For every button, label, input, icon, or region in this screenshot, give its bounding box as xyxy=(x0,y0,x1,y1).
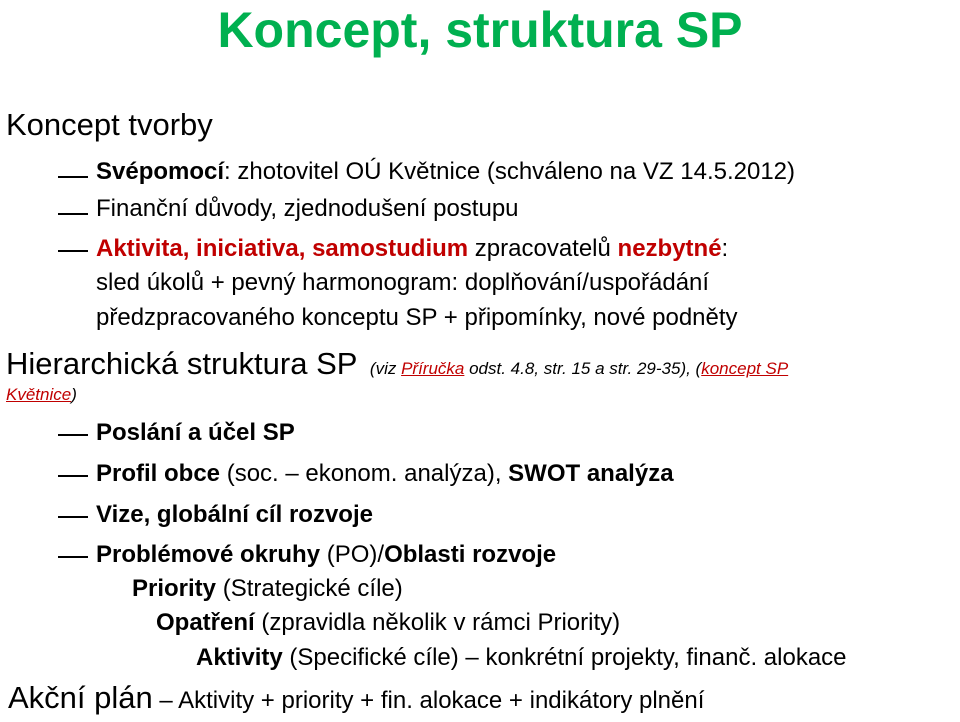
sub-item-priority: Priority (Strategické cíle) xyxy=(132,575,403,602)
list-item-profil: Profil obce (soc. – ekonom. analýza), SWOT analýza xyxy=(96,460,674,487)
list-item-poslani: Poslání a účel SP xyxy=(96,419,295,446)
bullet-dash xyxy=(58,516,88,518)
list-item-aktivita-line2: sled úkolů + pevný harmonogram: doplňování/uspořádání xyxy=(96,269,710,296)
link-kvetnice[interactable]: Květnice xyxy=(6,385,72,404)
list-item-vize: Vize, globální cíl rozvoje xyxy=(96,501,373,528)
list-item-svepomoci: Svépomocí: zhotovitel OÚ Květnice (schváleno na VZ 14.5.2012) xyxy=(96,158,796,185)
list-item-financni: Finanční důvody, zjednodušení postupu xyxy=(96,195,519,222)
reference-note: (viz Příručka odst. 4.8, str. 15 a str. 29-35), (koncept SP xyxy=(369,359,789,378)
section-heading-hierarchie: Hierarchická struktura SP xyxy=(6,346,358,381)
reference-note-cont: Květnice) xyxy=(6,385,77,404)
bullet-dash xyxy=(58,434,88,436)
section-heading-koncept: Koncept tvorby xyxy=(6,107,213,142)
footer-akcni-plan: Akční plán – Aktivity + priority + fin. alokace + indikátory plnění xyxy=(8,680,705,715)
bullet-dash xyxy=(58,556,88,558)
bullet-dash xyxy=(58,475,88,477)
list-item-aktivita: Aktivita, iniciativa, samostudium zpracovatelů nezbytné: xyxy=(96,235,729,262)
link-prirucka[interactable]: Příručka xyxy=(401,359,465,378)
section-heading-hierarchie-row xyxy=(6,346,788,382)
sub-item-aktivity: Aktivity (Specifické cíle) – konkrétní projekty, finanč. alokace xyxy=(196,644,847,671)
bullet-dash xyxy=(58,176,88,178)
list-item-aktivita-line3: předzpracovaného konceptu SP + připomínky, nové podněty xyxy=(96,304,738,331)
bullet-dash xyxy=(58,213,88,215)
slide-title: Koncept, struktura SP xyxy=(217,2,743,58)
sub-item-opatreni: Opatření (zpravidla několik v rámci Priority) xyxy=(156,609,621,636)
list-item-problemove: Problémové okruhy (PO)/Oblasti rozvoje xyxy=(96,541,557,568)
bullet-dash xyxy=(58,250,88,252)
link-koncept-sp[interactable]: koncept SP xyxy=(701,359,789,378)
